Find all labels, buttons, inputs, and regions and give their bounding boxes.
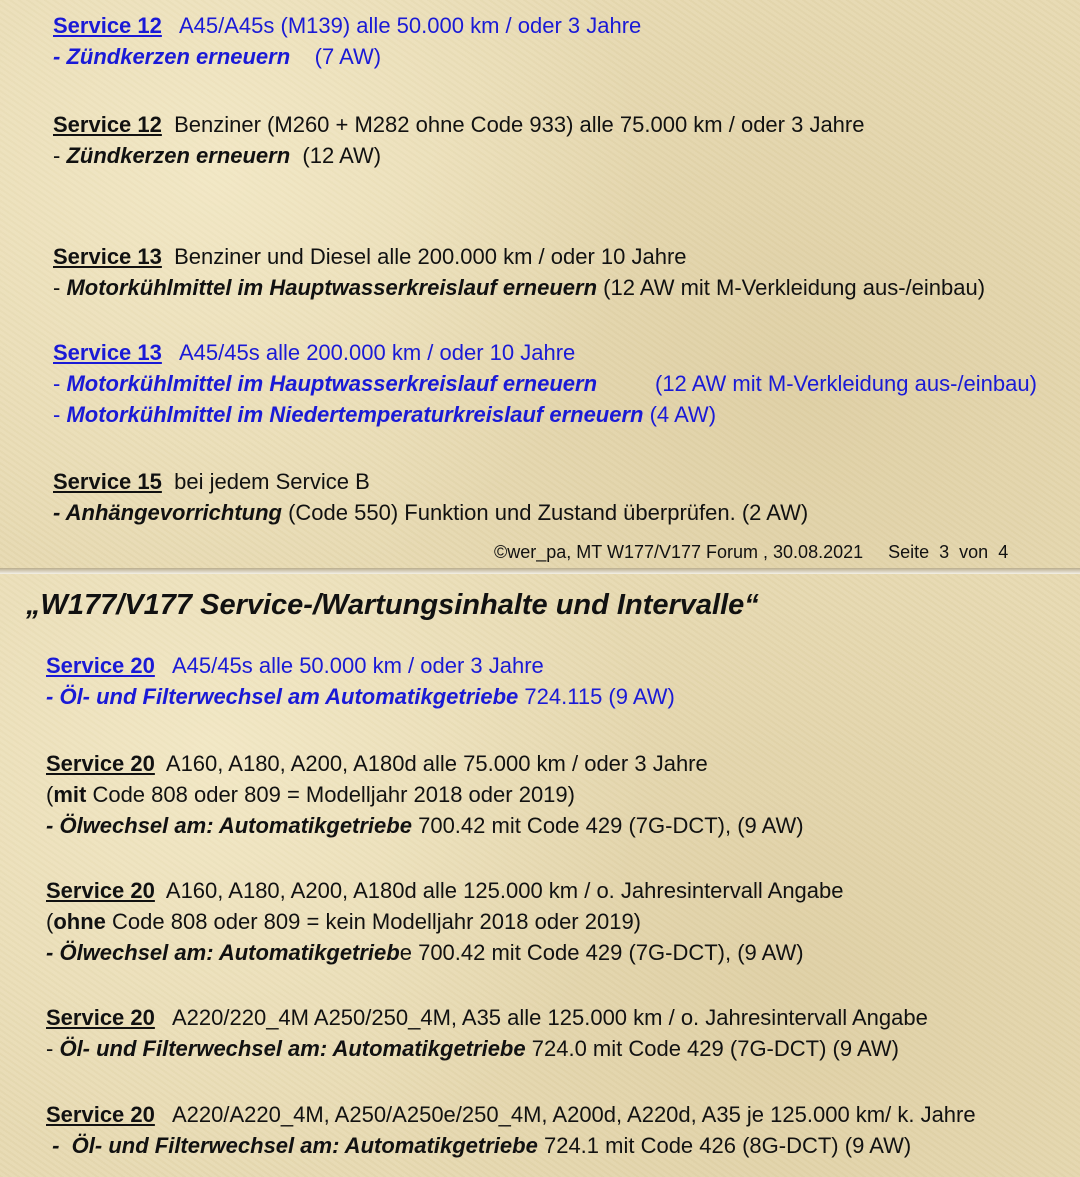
task-dash: - [46,1036,60,1061]
service-13-a45-heading [53,339,575,367]
service-20-e-heading [46,1101,976,1129]
task-dash: - [46,940,60,965]
service-13-a45-text: A45/45s alle 200.000 km / oder 10 Jahre [179,340,576,365]
task-work-units: (4 AW) [649,402,717,427]
service-13-text: Benziner und Diesel alle 200.000 km / oder 10 Jahre [174,244,687,269]
service-13-a45-task-1-units: (12 AW mit M-Verkleidung aus-/einbau) [655,371,1037,396]
service-12-label: Service 12 [53,112,162,137]
service-12-link[interactable]: Service 12 [53,13,162,38]
task-label: Ölwechsel am: Automatikgetrieb [59,940,400,965]
task-label: Öl- und Filterwechsel am Automatikgetriebe [59,684,519,709]
task-dash: - [53,402,67,427]
service-20-e-task [46,1132,911,1160]
task-work-units: 724.1 mit Code 426 (8G-DCT) (9 AW) [543,1133,912,1158]
task-label: Motorkühlmittel im Niedertemperaturkreislauf erneuern [66,402,644,427]
task-label: Öl- und Filterwechsel am: Automatikgetriebe [71,1133,538,1158]
condition-text: Code 808 oder 809 = kein Modelljahr 2018 oder 2019) [112,909,642,934]
document-title: „W177/V177 Service-/Wartungsinhalte und Intervalle“ [26,589,759,621]
service-20-c-condition [46,908,641,936]
service-12-benziner-task [53,142,381,170]
condition-text: Code 808 oder 809 = Modelljahr 2018 oder 2019) [92,782,575,807]
service-12-a45-task [53,43,381,71]
service-20-a45-text: A45/45s alle 50.000 km / oder 3 Jahre [172,653,544,678]
service-20-c-text: A160, A180, A200, A180d alle 125.000 km / o. Jahresintervall Angabe [165,878,844,903]
service-12-benziner-heading [53,111,864,139]
task-dash: - [53,143,67,168]
task-dash: - [53,500,66,525]
service-20-label: Service 20 [46,1005,155,1030]
task-label: Motorkühlmittel im Hauptwasserkreislauf erneuern [66,275,598,300]
service-20-e-text: A220/A220_4M, A250/A250e/250_4M, A200d, A220d, A35 je 125.000 km/ k. Jahre [172,1102,976,1127]
service-20-d-text: A220/220_4M A250/250_4M, A35 alle 125.000 km / o. Jahresintervall Angabe [172,1005,928,1030]
service-15-text: bei jedem Service B [174,469,370,494]
service-20-c-heading [46,877,844,905]
task-dash: - [53,44,67,69]
task-work-units: 724.0 mit Code 429 (7G-DCT) (9 AW) [531,1036,899,1061]
task-dash: - [53,275,67,300]
condition-paren: ( [46,909,54,934]
service-20-d-heading [46,1004,928,1032]
service-12-a45-text: A45/A45s (M139) alle 50.000 km / oder 3 Jahre [179,13,642,38]
service-20-a45-heading [46,652,544,680]
condition-keyword: mit [53,782,87,807]
task-work-units: 724.115 (9 AW) [524,684,675,709]
condition-keyword: ohne [53,909,106,934]
service-13-heading [53,243,687,271]
task-dash: - [46,684,60,709]
task-dash: - [53,371,67,396]
service-13-a45-task-2 [53,401,716,429]
service-20-b-text: A160, A180, A200, A180d alle 75.000 km / oder 3 Jahre [165,751,708,776]
service-20-label: Service 20 [46,878,155,903]
task-dash: - [46,813,60,838]
service-15-task [53,499,808,527]
task-work-units: (7 AW) [314,44,382,69]
task-dash: - [46,1133,72,1158]
document-page-bottom [0,574,1080,1177]
condition-paren: ( [46,782,54,807]
task-label: Anhängevorrichtung [65,500,282,525]
task-work-units: e 700.42 mit Code 429 (7G-DCT), (9 AW) [399,940,804,965]
service-20-b-task [46,812,804,840]
service-20-b-condition [46,781,575,809]
task-label: Zündkerzen erneuern [66,44,291,69]
service-20-a45-task [46,683,675,711]
service-12-a45-heading [53,12,641,40]
task-label: Zündkerzen erneuern [66,143,291,168]
service-13-link[interactable]: Service 13 [53,340,162,365]
service-20-label: Service 20 [46,1102,155,1127]
page-footer: ©wer_pa, MT W177/V177 Forum , 30.08.2021 Seite 3 von 4 [494,542,1009,562]
task-label: Motorkühlmittel im Hauptwasserkreislauf erneuern [66,371,598,396]
task-work-units: 700.42 mit Code 429 (7G-DCT), (9 AW) [418,813,804,838]
service-15-heading [53,468,370,496]
task-label: Ölwechsel am: Automatikgetriebe [59,813,412,838]
service-20-d-task [46,1035,899,1063]
task-work-units: (Code 550) Funktion und Zustand überprüfen. (2 AW) [288,500,809,525]
service-20-b-heading [46,750,708,778]
task-work-units: (12 AW) [302,143,382,168]
service-13-label: Service 13 [53,244,162,269]
task-work-units: (12 AW mit M-Verkleidung aus-/einbau) [603,275,986,300]
service-20-label: Service 20 [46,751,155,776]
service-15-label: Service 15 [53,469,162,494]
service-13-task [53,274,985,302]
service-13-a45-task-1 [53,370,597,398]
service-12-benziner-text: Benziner (M260 + M282 ohne Code 933) alle 75.000 km / oder 3 Jahre [174,112,865,137]
service-20-link[interactable]: Service 20 [46,653,155,678]
document-page-top [0,0,1080,568]
service-20-c-task [46,939,804,967]
task-label: Öl- und Filterwechsel am: Automatikgetriebe [59,1036,526,1061]
